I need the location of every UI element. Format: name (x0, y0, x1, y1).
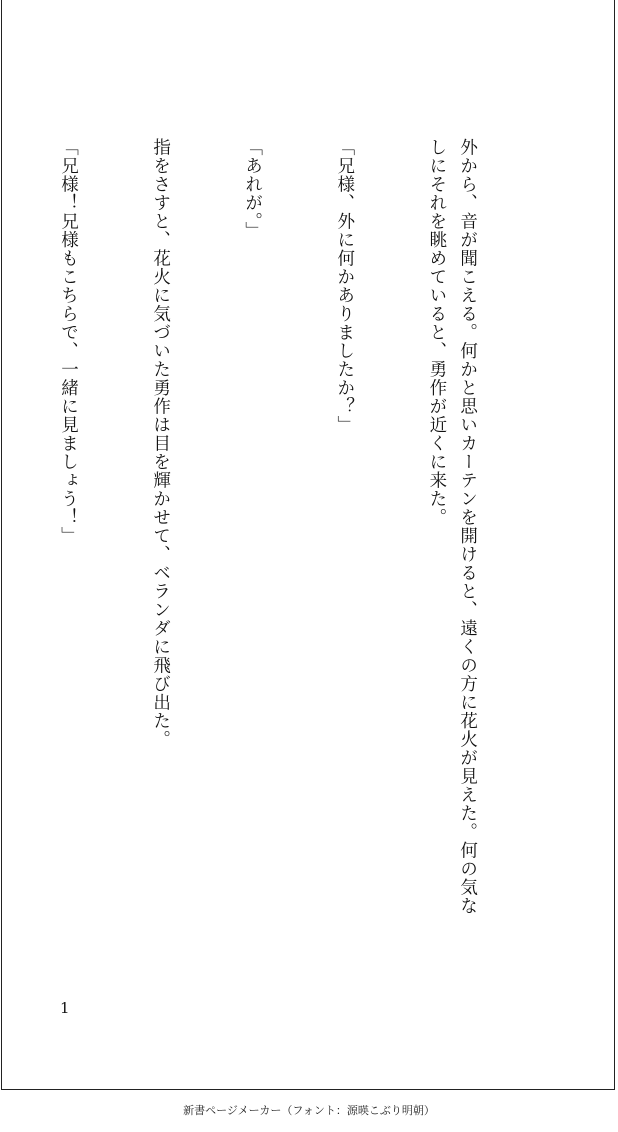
paragraph-2: 「兄様、外に何かありましたか？」 (334, 138, 355, 434)
footer-credit: 新書ページメーカー（フォント：源暎こぶり明朝） (183, 1104, 435, 1117)
book-page (1, 0, 615, 1090)
paragraph-4: 指をさすと、花火に気づいた勇作は目を輝かせて、ベランダに飛び出た。 (150, 138, 171, 749)
paragraph-1: 外から、音が聞こえる。何かと思いカーテンを開けると、遠くの方に花火が見えた。何の気なしにそれを眺めていると、勇作が近くに来た。 (426, 138, 478, 915)
vertical-body-text (0, 138, 544, 928)
paragraph-3: 「あれが。」 (242, 138, 263, 241)
paragraph-5: 「兄様！兄様もこちらで、一緒に見ましょう！」 (58, 138, 79, 545)
page-number: 1 (60, 999, 70, 1017)
